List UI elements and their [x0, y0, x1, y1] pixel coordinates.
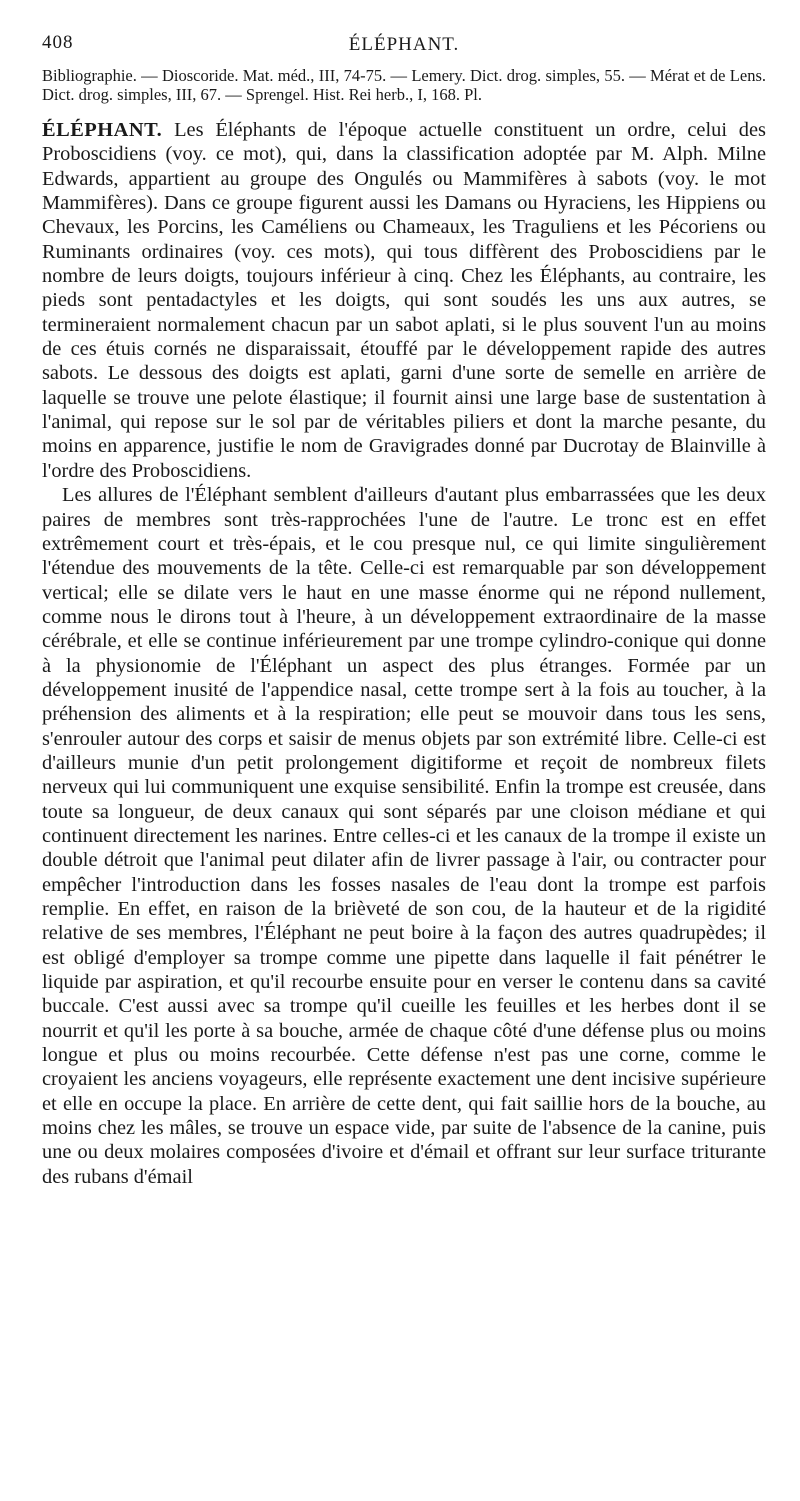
article-paragraph — [42, 483, 766, 1189]
running-title: ÉLÉPHANT. — [348, 34, 460, 55]
article-paragraph-text: Les allures de l'Éléphant semblent d'ailleurs d'autant plus embarrassées que les deux paires de membres sont très-rapprochées l'une de l'autre. Le tronc est en effet extrêmement court et très-épais, et le cou presque nul, ce qui limite singulièrement l'étendue des mouvements de la tête. Celle-ci est remarquable par son développement vertical; elle se dilate vers le haut en une masse énorme qui ne répond nullement, comme nous le dirons tout à l'heure, à un développement extraordinaire de la masse cérébrale, et elle se continue inférieurement par une trompe cylindro-conique qui donne à la physionomie de l'Éléphant un aspect des plus étranges. Formée par un développement inusité de l'appendice nasal, cette trompe sert à la fois au toucher, à la préhension des aliments et à la respiration; elle peut se mouvoir dans tous les sens, s'enrouler autour des corps et saisir de menus objets par son extrémité libre. Celle-ci est d'ailleurs munie d'un petit prolongement digitiforme et reçoit de nombreux filets nerveux qui lui communiquent une exquise sensibilité. Enfin la trompe est creusée, dans toute sa longueur, de deux canaux qui sont séparés par une cloison médiane et qui continuent directement les narines. Entre celles-ci et les canaux de la trompe il existe un double détroit que l'animal peut dilater afin de livrer passage à l'air, ou contracter pour empêcher l'introduction dans les fosses nasales de l'eau dont la trompe est parfois remplie. En effet, en raison de la brièveté de son cou, de la hauteur et de la rigidité relative de ses membres, l'Éléphant ne peut boire à la façon des autres quadrupèdes; il est obligé d'employer sa trompe comme une pipette dans laquelle il fait pénétrer le liquide par aspiration, et qu'il recourbe ensuite pour en verser le contenu dans sa cavité buccale. C'est aussi avec sa trompe qu'il cueille les feuilles et les herbes dont il se nourrit et qu'il les porte à sa bouche, armée de chaque côté d'une défense plus ou moins longue et plus ou moins recourbée. Cette défense n'est pas une corne, comme le croyaient les anciens voyageurs, elle représente exactement une dent incisive supérieure et elle en occupe la place. En arrière de cette dent, qui fait saillie hors de la bouche, au moins chez les mâles, se trouve un espace vide, par suite de l'absence de la canine, puis une ou deux molaires composées d'ivoire et d'émail et offrant sur leur surface triturante des rubans d'émail — [42, 484, 766, 1188]
page-number: 408 — [42, 32, 74, 53]
bibliography-note: Bibliographie. — Dioscoride. Mat. méd., III, 74-75. — Lemery. Dict. drog. simples, 55. — Mérat et de Lens. Dict. drog. simples, III, 67. — Sprengel. Hist. Rei herb., I, 168. Pl. — [42, 66, 766, 104]
document-page — [42, 30, 766, 1189]
article-paragraph-text: Les Éléphants de l'époque actuelle constituent un ordre, celui des Proboscidiens (voy. ce mot), qui, dans la classification adoptée par M. Alph. Milne Edwards, appartient au groupe des Ongulés ou Mammifères à sabots (voy. le mot Mammifères). Dans ce groupe figurent aussi les Damans ou Hyraciens, les Hippiens ou Chevaux, les Porcins, les Caméliens ou Chameaux, les Traguliens et les Pécoriens ou Ruminants ordinaires (voy. ces mots), qui tous diffèrent des Proboscidiens par le nombre de leurs doigts, toujours inférieur à cinq. Chez les Éléphants, au contraire, les pieds sont pentadactyles et les doigts, qui sont soudés les uns aux autres, se termineraient normalement chacun par un sabot aplati, si le plus souvent l'un au moins de ces étuis cornés ne disparaissait, étouffé par le développement rapide des autres sabots. Le dessous des doigts est aplati, garni d'une sorte de semelle en arrière de laquelle se trouve une pelote élastique; il fournit ainsi une large base de sustentation à l'animal, qui repose sur le sol par de véritables piliers et dont la marche pesante, du moins en apparence, justifie le nom de Gravigrades donné par Ducrotay de Blainville à l'ordre des Proboscidiens. — [42, 119, 766, 482]
article-headword: ÉLÉPHANT. — [42, 119, 163, 141]
article-paragraph — [42, 118, 766, 483]
page-header — [42, 30, 766, 60]
